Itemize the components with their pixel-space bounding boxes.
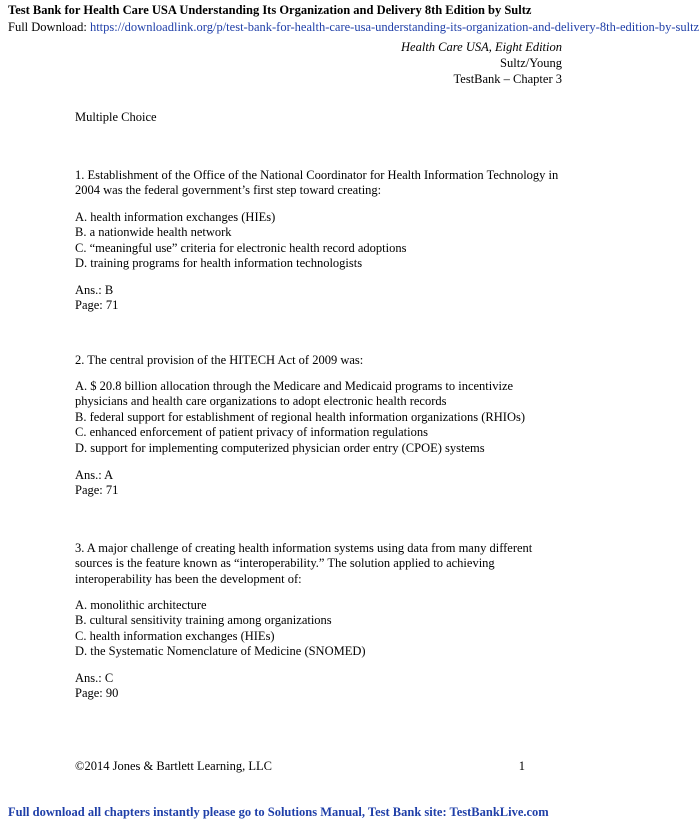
download-prefix: Full Download: xyxy=(8,20,90,34)
question-3-answer-block xyxy=(75,671,565,702)
test-bank-title: Test Bank for Health Care USA Understanding Its Organization and Delivery 8th Edition by Sultz xyxy=(8,3,532,17)
book-title: Health Care USA, Eight Edition xyxy=(401,40,562,54)
authors: Sultz/Young xyxy=(500,56,562,70)
question-3-option-a: A. monolithic architecture xyxy=(75,598,207,612)
page-footer xyxy=(75,759,525,774)
question-3-stem-line-3: interoperability has been the development of: xyxy=(75,571,302,586)
section-title-text: Multiple Choice xyxy=(75,110,157,124)
copyright: ©2014 Jones & Bartlett Learning, LLC xyxy=(75,759,272,773)
document-header xyxy=(401,39,562,87)
question-3-page: Page: 90 xyxy=(75,686,119,701)
download-line xyxy=(8,18,699,36)
question-2-answer-block xyxy=(75,468,565,499)
question-3-option-c: C. health information exchanges (HIEs) xyxy=(75,628,275,643)
question-3-option-b: B. cultural sensitivity training among organizations xyxy=(75,613,332,628)
question-3-stem-line-1: 3. A major challenge of creating health information systems using data from many different xyxy=(75,541,533,555)
question-1-stem-line-2: 2004 was the federal government’s first step toward creating: xyxy=(75,183,382,198)
question-2-page: Page: 71 xyxy=(75,483,119,498)
question-1-option-b: B. a nationwide health network xyxy=(75,225,232,240)
question-1 xyxy=(75,168,565,199)
question-1-option-a: A. health information exchanges (HIEs) xyxy=(75,210,276,224)
question-2-option-d: D. support for implementing computerized physician order entry (CPOE) systems xyxy=(75,440,485,455)
page-number: 1 xyxy=(518,759,525,773)
question-1-page: Page: 71 xyxy=(75,298,119,313)
question-3-answer: Ans.: C xyxy=(75,671,114,685)
question-1-option-d: D. training programs for health information technologists xyxy=(75,256,363,271)
question-2-option-c: C. enhanced enforcement of patient privacy of information regulations xyxy=(75,425,428,440)
question-1-stem-line-1: 1. Establishment of the Office of the National Coordinator for Health Information Technology in xyxy=(75,168,559,182)
question-2-stem-line-1: 2. The central provision of the HITECH Act of 2009 was: xyxy=(75,353,364,367)
question-1-answer-block xyxy=(75,283,565,314)
chapter-label: TestBank – Chapter 3 xyxy=(453,72,562,86)
question-3-stem-line-2: sources is the feature known as “interoperability.” The solution applied to achieving xyxy=(75,556,495,571)
bottom-banner[interactable]: Full download all chapters instantly please go to Solutions Manual, Test Bank site: TestBankLive.com xyxy=(8,805,549,819)
question-1-answer: Ans.: B xyxy=(75,283,114,297)
question-3-options xyxy=(75,598,565,660)
question-2-option-a-line-2: physicians and health care organizations to adopt electronic health records xyxy=(75,394,447,409)
download-link[interactable]: https://downloadlink.org/p/test-bank-for-health-care-usa-understanding-its-organization-and-delivery-8th-edition-by-sultz xyxy=(89,20,699,34)
question-2-options xyxy=(75,379,565,456)
section-title xyxy=(75,110,565,125)
top-banner xyxy=(8,2,699,36)
question-2-option-b: B. federal support for establishment of regional health information organizations (RHIOs) xyxy=(75,409,525,424)
question-1-options xyxy=(75,210,565,272)
question-2-answer: Ans.: A xyxy=(75,468,114,482)
question-1-option-c: C. “meaningful use” criteria for electronic health record adoptions xyxy=(75,240,407,255)
question-3 xyxy=(75,541,565,587)
question-2 xyxy=(75,353,565,368)
question-3-option-d: D. the Systematic Nomenclature of Medicine (SNOMED) xyxy=(75,644,366,659)
question-2-option-a-line-1: A. $ 20.8 billion allocation through the Medicare and Medicaid programs to incentivize xyxy=(75,379,514,393)
